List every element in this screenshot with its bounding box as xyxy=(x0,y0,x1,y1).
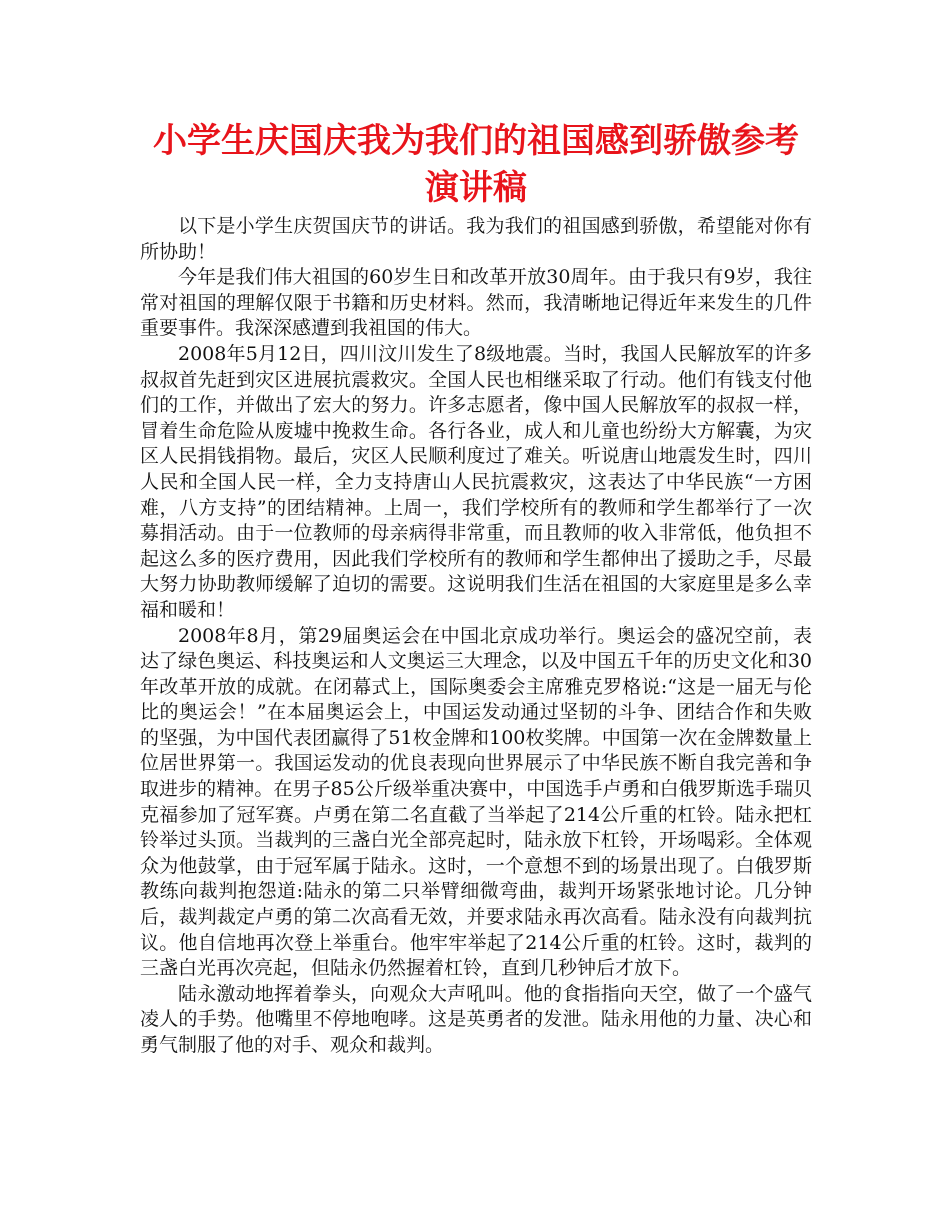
paragraph-conclusion: 陆永激动地挥着拳头，向观众大声吼叫。他的食指指向天空，做了一个盛气凌人的手势。他嘴里不停地咆哮。这是英勇者的发泄。陆永用他的力量、决心和勇气制服了他的对手、观众和裁判。 xyxy=(140,982,812,1056)
paragraph-intro: 以下是小学生庆贺国庆节的讲话。我为我们的祖国感到骄傲，希望能对你有所协助！ xyxy=(140,215,812,263)
paragraph-anniversary: 今年是我们伟大祖国的60岁生日和改革开放30周年。由于我只有9岁，我往常对祖国的理解仅限于书籍和历史材料。然而，我清晰地记得近年来发生的几件重要事件。我深深感遭到我祖国的伟大。 xyxy=(140,266,812,340)
paragraph-earthquake: 2008年5月12日，四川汶川发生了8级地震。当时，我国人民解放军的许多叔叔首先赶到灾区进展抗震救灾。全国人民也相继采取了行动。他们有钱支付他们的工作，并做出了宏大的努力。许多志愿者，像中国人民解放军的叔叔一样，冒着生命危险从废墟中挽救生命。各行各业，成人和儿童也纷纷大方解囊，为灾区人民捐钱捐物。最后，灾区人民顺利度过了难关。听说唐山地震发生时，四川人民和全国人民一样，全力支持唐山人民抗震救灾，这表达了中华民族“一方困难，八方支持”的团结精神。上周一，我们学校所有的教师和学生都举行了一次募捐活动。由于一位教师的母亲病得非常重，而且教师的收入非常低，他负担不起这么多的医疗费用，因此我们学校所有的教师和学生都伸出了援助之手，尽最大努力协助教师缓解了迫切的需要。这说明我们生活在祖国的大家庭里是多么幸福和暖和！ xyxy=(140,342,812,621)
document-title: 小学生庆国庆我为我们的祖国感到骄傲参考演讲稿 xyxy=(153,121,799,208)
document-page xyxy=(140,118,812,1059)
document-body xyxy=(140,214,812,1059)
paragraph-olympics: 2008年8月，第29届奥运会在中国北京成功举行。奥运会的盛况空前，表达了绿色奥运、科技奥运和人文奥运三大理念，以及中国五千年的历史文化和30年改革开放的成就。在闭幕式上，国际奥委会主席雅克罗格说:“这是一届无与伦比的奥运会！”在本届奥运会上，中国运发动通过坚韧的斗争、团结合作和失败的坚强，为中国代表团赢得了51枚金牌和100枚奖牌。中国第一次在金牌数量上位居世界第一。我国运发动的优良表现向世界展示了中华民族不断自我完善和争取进步的精神。在男子85公斤级举重决赛中，中国选手卢勇和白俄罗斯选手瑞贝克福参加了冠军赛。卢勇在第二名直截了当举起了214公斤重的杠铃。陆永把杠铃举过头顶。当裁判的三盏白光全部亮起时，陆永放下杠铃，开场喝彩。全体观众为他鼓掌，由于冠军属于陆永。这时，一个意想不到的场景出现了。白俄罗斯教练向裁判抱怨道:陆永的第二只举臂细微弯曲，裁判开场紧张地讨论。几分钟后，裁判裁定卢勇的第二次高看无效，并要求陆永再次高看。陆永没有向裁判抗议。他自信地再次登上举重台。他牢牢举起了214公斤重的杠铃。这时，裁判的三盏白光再次亮起，但陆永仍然握着杠铃，直到几秒钟后才放下。 xyxy=(140,624,812,980)
